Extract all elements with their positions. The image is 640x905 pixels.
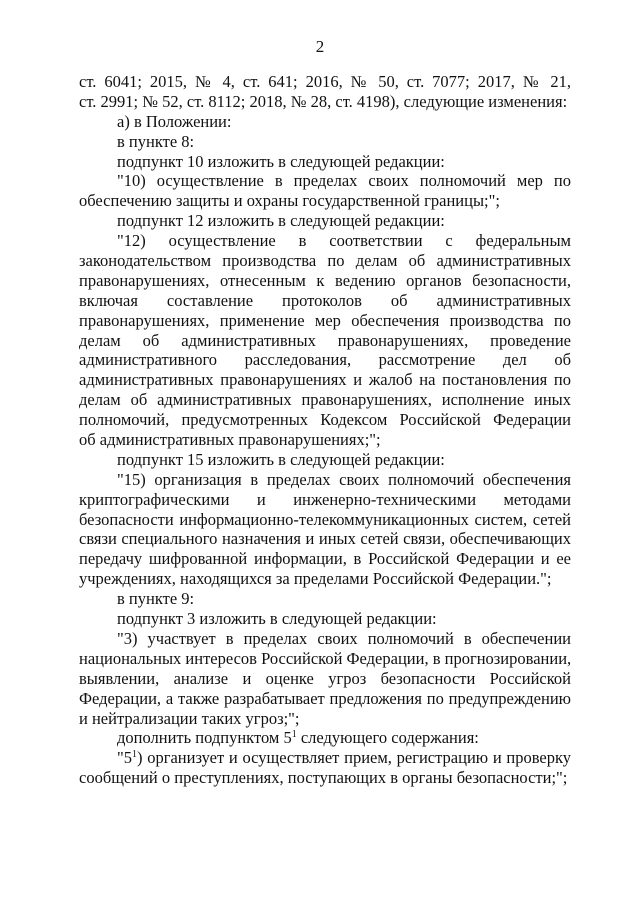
text-line-content: включая составление протоколов об административных (79, 290, 571, 310)
superscript: 1 (291, 729, 297, 741)
text-line-content: подпункт 15 изложить в следующей редакции: (117, 449, 445, 469)
text-line (79, 350, 571, 370)
text-line (79, 191, 571, 211)
superscript: 1 (132, 749, 137, 761)
page-number: 2 (315, 37, 325, 56)
text-line-content: ст. 2991; № 52, ст. 8112; 2018, № 28, ст. 4198), следующие изменения: (79, 91, 568, 111)
text-line (79, 171, 571, 191)
text-line-content: административных правонарушениях и жалоб на постановления по (79, 370, 571, 390)
text-line (79, 370, 571, 390)
text-line (79, 72, 571, 92)
text-line (79, 410, 571, 430)
text-line (79, 569, 571, 589)
text-line (79, 390, 571, 410)
text-line (79, 112, 571, 132)
text-line-content: "12) осуществление в соответствии с федеральным (117, 231, 571, 251)
text-line-content: а) в Положении: (117, 111, 232, 131)
text-line-content: обеспечению защиты и охраны государственной границы;"; (79, 191, 500, 211)
text-line-content: "5 (117, 748, 132, 768)
text-line-content: делам об административных правонарушениях, исполнение иных (79, 390, 571, 410)
text-line (79, 748, 571, 768)
text-line (79, 669, 571, 689)
text-line (79, 549, 571, 569)
text-line (79, 271, 571, 291)
text-line (79, 450, 571, 470)
text-line (79, 291, 571, 311)
text-line (79, 629, 571, 649)
text-line-content: безопасности информационно-телекоммуникационных систем, сетей (79, 509, 571, 529)
text-line (79, 331, 571, 351)
text-line-content: и нейтрализации таких угроз;"; (79, 708, 300, 728)
text-line (79, 649, 571, 669)
text-line (79, 728, 571, 748)
text-line-content: делам об административных правонарушениях, проведение (79, 330, 571, 350)
text-line (79, 768, 571, 788)
text-line-continuation: ) организует и осуществляет прием, регистрацию и проверку (137, 748, 571, 768)
text-line-content: ст. 6041; 2015, № 4, ст. 641; 2016, № 50, ст. 7077; 2017, № 21, (79, 72, 571, 91)
text-line (79, 251, 571, 271)
text-line (79, 430, 571, 450)
text-line-continuation: следующего содержания: (296, 728, 479, 748)
text-line-content: сообщений о преступлениях, поступающих в органы безопасности;"; (79, 768, 568, 788)
text-line-content: связи специального назначения и иных сетей связи, обеспечивающих (79, 529, 571, 549)
text-line-content: дополнить подпунктом 5 (117, 728, 292, 748)
text-line-content: законодательством производства по делам об административных (79, 251, 571, 271)
text-line-content: об административных правонарушениях;"; (79, 430, 381, 450)
text-line (79, 529, 571, 549)
text-line-content: выявлении, анализе и оценке угроз безопасности Российской (79, 668, 571, 688)
text-line-content: учреждениях, находящихся за пределами Российской Федерации."; (79, 569, 552, 589)
text-line (79, 709, 571, 729)
text-line-content: криптографическими и инженерно-техническими методами (79, 489, 571, 509)
text-line (79, 470, 571, 490)
text-line-content: правонарушениях, применение мер обеспечения производства по (79, 310, 571, 330)
text-line (79, 609, 571, 629)
text-line-content: полномочий, предусмотренных Кодексом Российской Федерации (79, 410, 571, 430)
text-line-content: в пункте 9: (117, 589, 195, 609)
text-line (79, 311, 571, 331)
text-line-content: подпункт 10 изложить в следующей редакции: (117, 151, 445, 171)
text-line-content: "15) организация в пределах своих полномочий обеспечения (117, 469, 571, 489)
text-line-content: подпункт 12 изложить в следующей редакции: (117, 211, 445, 231)
text-line (79, 510, 571, 530)
text-line (79, 92, 571, 112)
text-line (79, 689, 571, 709)
document-body (79, 72, 571, 788)
text-line-content: правонарушениях, отнесенным к ведению органов безопасности, (79, 270, 571, 290)
text-line-content: административного расследования, рассмотрение дел об (79, 350, 571, 370)
text-line-content: в пункте 8: (117, 131, 195, 151)
text-line (79, 211, 571, 231)
text-line-content: "3) участвует в пределах своих полномочий в обеспечении (117, 628, 571, 648)
text-line (79, 132, 571, 152)
text-line (79, 152, 571, 172)
text-line-content: Федерации, а также разрабатывает предложения по предупреждению (79, 688, 571, 708)
text-line-content: национальных интересов Российской Федерации, в прогнозировании, (79, 648, 572, 668)
text-line-content: передачу шифрованной информации, в Российской Федерации и ее (79, 549, 571, 569)
text-line (79, 231, 571, 251)
text-line-content: "10) осуществление в пределах своих полномочий мер по (117, 171, 571, 191)
text-line-content: подпункт 3 изложить в следующей редакции: (117, 609, 437, 629)
text-line (79, 490, 571, 510)
text-line (79, 589, 571, 609)
